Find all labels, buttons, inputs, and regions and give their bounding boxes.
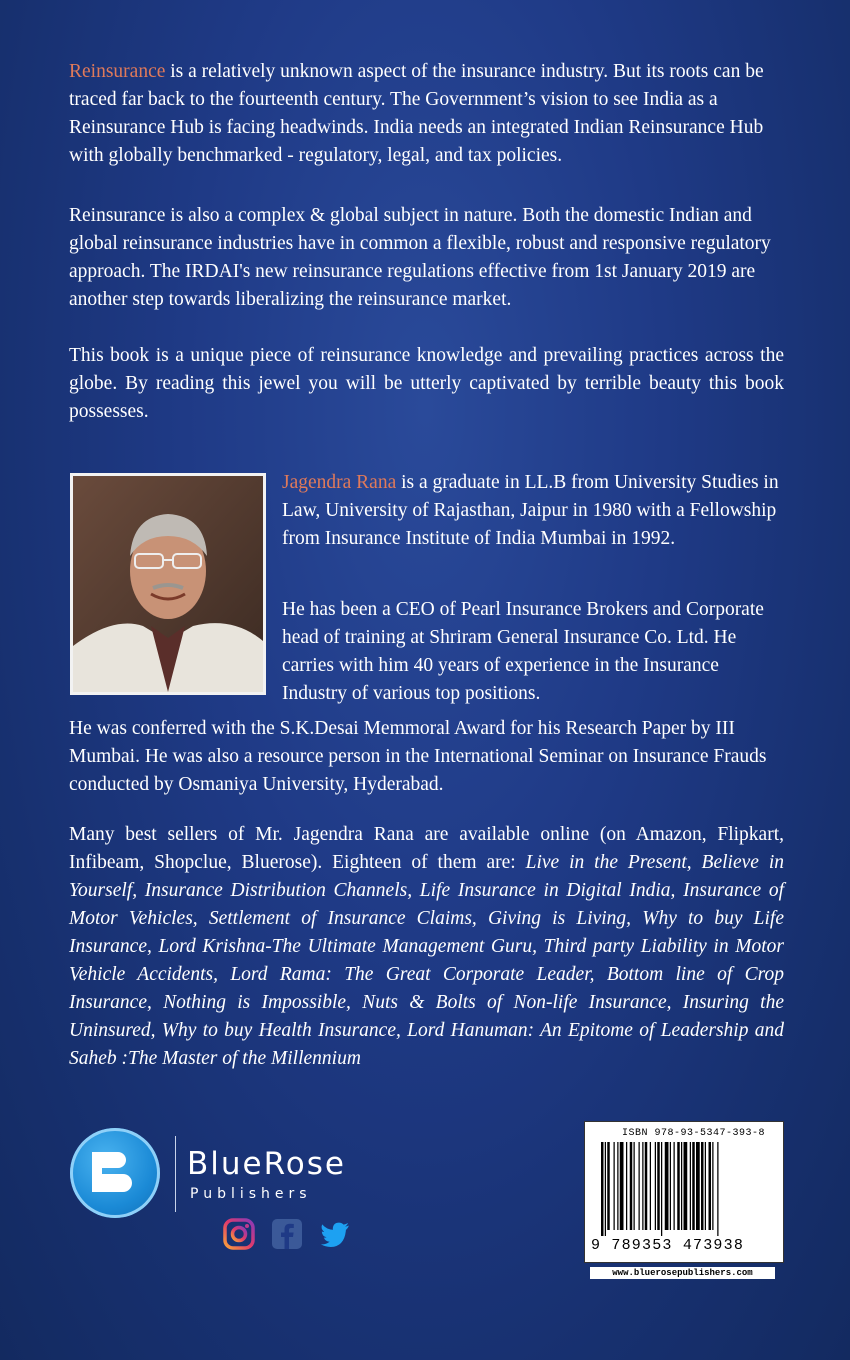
- barcode-bar: [650, 1142, 651, 1230]
- barcode: [584, 1121, 784, 1263]
- intro-paragraph-1-text: is a relatively unknown aspect of the insurance industry. But its roots can be traced far back to the fourteenth century. The Government’s vision to see India as a Reinsurance Hub is facing headwinds. India needs an integrated Indian Reinsurance Hub with globally benchmarked - regulatory, legal, and tax policies.: [69, 61, 764, 166]
- intro-paragraph-2: Reinsurance is also a complex & global subject in nature. Both the domestic Indian and global reinsurance industries have in common a flexible, robust and responsive regulatory approach. The IRDAI's new reinsurance regulations effective from 1st January 2019 are another step towards liberalizing the reinsurance market.: [69, 205, 771, 310]
- barcode-bar: [634, 1142, 635, 1230]
- publisher-subtitle: Publishers: [190, 1186, 312, 1202]
- barcode-bar: [712, 1142, 713, 1230]
- barcode-bar: [655, 1142, 656, 1230]
- books-intro: Many best sellers of Mr. Jagendra Rana are available online (on Amazon, Flipkart, Infibeam, Shopclue, Bluerose). Eighteen of them are:: [69, 824, 784, 873]
- author-name: Jagendra Rana: [282, 472, 397, 493]
- twitter-icon[interactable]: [318, 1217, 352, 1251]
- barcode-bar: [639, 1142, 640, 1230]
- author-bio-1-text: is a graduate in LL.B from University Studies in Law, University of Rajasthan, Jaipur in 1980 with a Fellowship from Insurance Institute of India Mumbai in 1992.: [282, 472, 779, 549]
- barcode-bar: [630, 1142, 633, 1230]
- instagram-icon[interactable]: [222, 1217, 256, 1251]
- barcode-bar: [607, 1142, 610, 1230]
- publisher-logo: [70, 1128, 410, 1220]
- highlight-reinsurance: Reinsurance: [69, 61, 166, 82]
- barcode-bar: [684, 1142, 688, 1230]
- books-list: Live in the Present, Believe in Yourself, Insurance Distribution Channels, Life Insurance in Digital India, Insurance of Motor Vehicles, Settlement of Insurance Claims, Giving is Living, Why to buy Life Insurance, Lord Krishna-The Ultimate Management Guru, Third party Liability in Motor Vehicle Accidents, Lord Rama: The Great Corporate Leader, Bottom line of Crop Insurance, Nothing is Impossible, Nuts & Bolts of Non-life Insurance, Insuring the Uninsured, Why to buy Health Insurance, Lord Hanuman: An Epitome of Leadership and Saheb :The Master of the Millennium: [69, 852, 784, 1069]
- author-bio-3: He was conferred with the S.K.Desai Memmoral Award for his Research Paper by III Mumbai. He was also a resource person in the International Seminar on Insurance Frauds conducted by Osmaniya University, Hyderabad.: [69, 718, 767, 795]
- author-photo: [70, 473, 266, 695]
- barcode-bar: [661, 1142, 662, 1236]
- barcode-bar: [657, 1142, 660, 1230]
- author-bio-2: He has been a CEO of Pearl Insurance Brokers and Corporate head of training at Shriram General Insurance Co. Ltd. He carries with him 40 years of experience in the Insurance Industry of various top positions.: [282, 599, 764, 704]
- barcode-bar: [614, 1142, 615, 1230]
- author-bio-1: [282, 469, 784, 553]
- facebook-icon[interactable]: [270, 1217, 304, 1251]
- isbn-label: ISBN 978-93-5347-393-8: [622, 1128, 766, 1139]
- barcode-bar: [670, 1142, 671, 1230]
- barcode-bar: [690, 1142, 691, 1230]
- intro-paragraph-3: This book is a unique piece of reinsurance knowledge and prevailing practices across the globe. By reading this jewel you will be utterly captivated by terrible beauty this book possesses.: [69, 345, 784, 422]
- author-books-paragraph: [69, 821, 784, 1073]
- barcode-bar: [601, 1142, 604, 1236]
- barcode-bar: [605, 1142, 606, 1236]
- bluerose-logo-icon: [70, 1128, 160, 1218]
- barcode-bar: [617, 1142, 618, 1230]
- logo-divider: [175, 1136, 176, 1212]
- barcode-bar: [705, 1142, 706, 1230]
- barcode-bar: [681, 1142, 682, 1230]
- barcode-bar: [692, 1142, 695, 1230]
- barcode-bars: [599, 1142, 769, 1236]
- publisher-website: www.bluerosepublishers.com: [590, 1267, 775, 1279]
- intro-paragraph-1: [69, 58, 784, 170]
- barcode-number: 9 789353 473938: [591, 1237, 745, 1254]
- barcode-bar: [674, 1142, 675, 1230]
- barcode-bar: [696, 1142, 700, 1230]
- barcode-bar: [626, 1142, 627, 1230]
- barcode-bar: [645, 1142, 648, 1230]
- barcode-bar: [665, 1142, 669, 1230]
- barcode-bar: [677, 1142, 680, 1230]
- barcode-bar: [620, 1142, 624, 1230]
- barcode-bar: [642, 1142, 643, 1230]
- barcode-bar: [701, 1142, 704, 1230]
- publisher-name: BlueRose: [187, 1146, 346, 1182]
- barcode-bar: [717, 1142, 718, 1236]
- social-icons: [222, 1216, 352, 1252]
- barcode-bar: [709, 1142, 712, 1230]
